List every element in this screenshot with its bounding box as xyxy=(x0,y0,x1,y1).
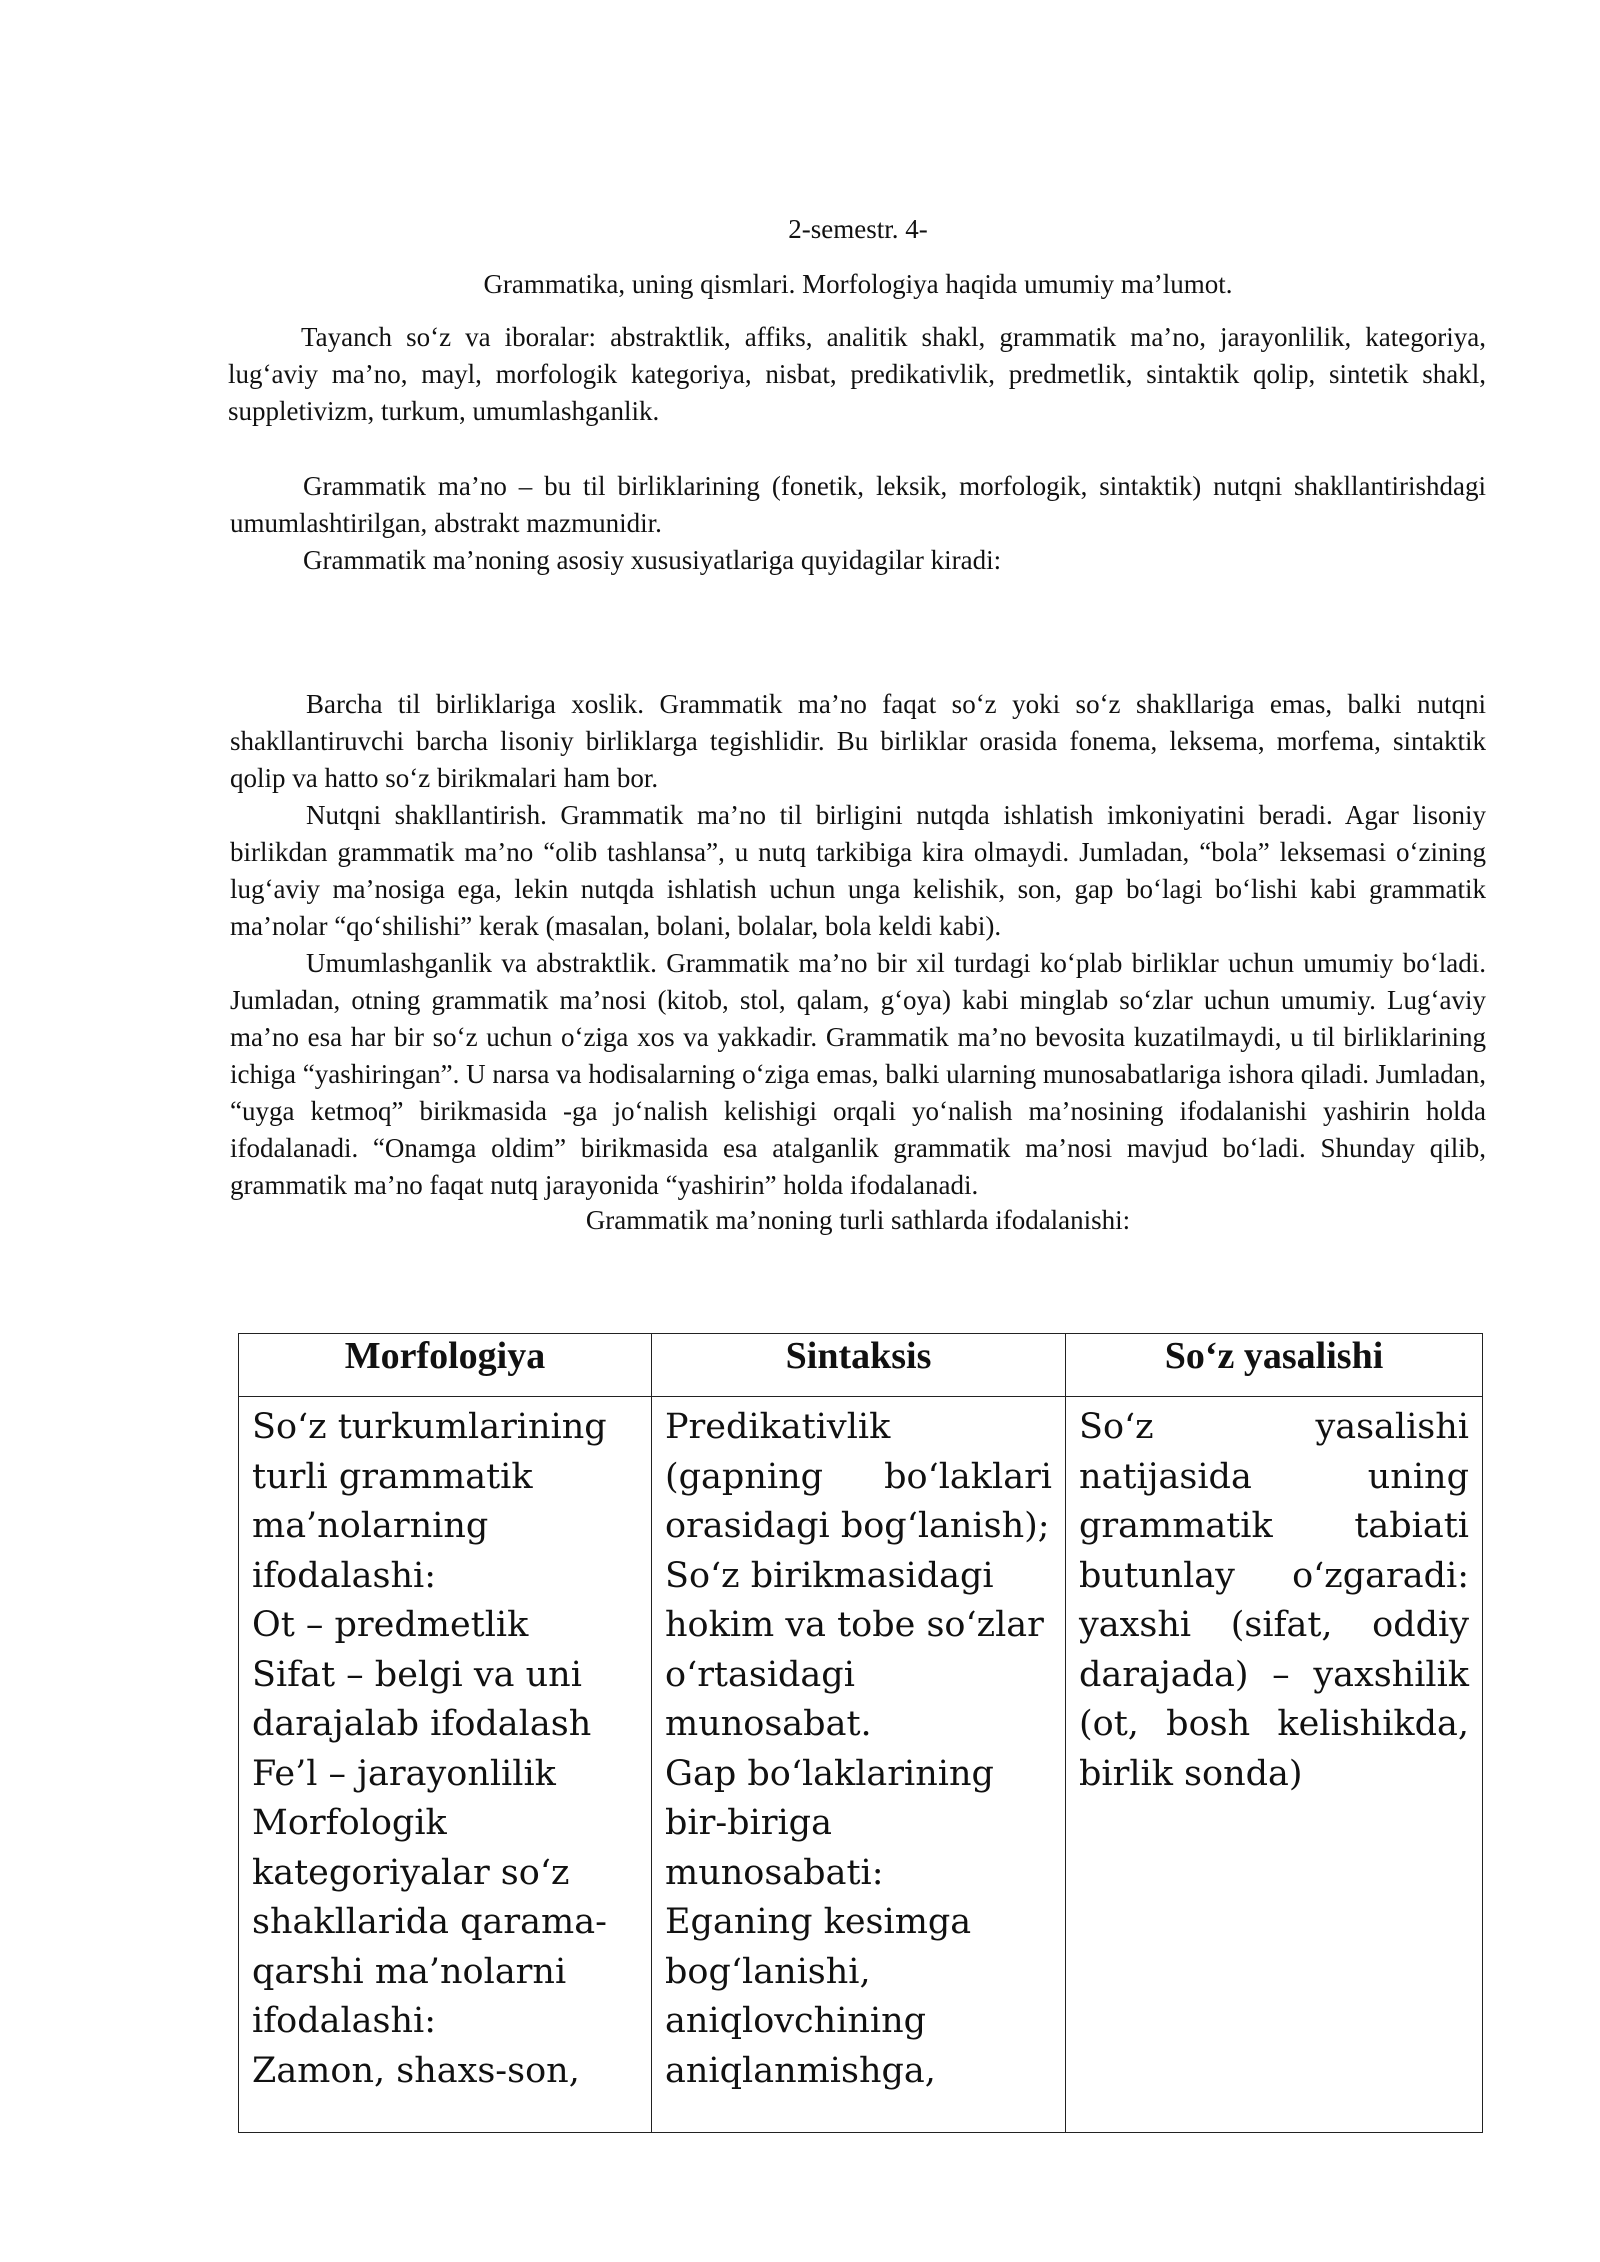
header-syntax: Sintaksis xyxy=(652,1334,1066,1397)
cell-line: kategoriyalar so‘z xyxy=(252,1852,570,1893)
cell-line: qarshi ma’nolarni xyxy=(252,1951,567,1992)
cell-line: Fe’l – jarayonlilik xyxy=(252,1753,556,1794)
cell-line: Sifat – belgi va uni xyxy=(252,1654,582,1695)
cell-line: darajalab ifodalash xyxy=(252,1704,592,1744)
definition-paragraph: Grammatik ma’no – bu til birliklarining (fonetik, leksik, morfologik, sintaktik) nutqni shakllantirishdagi umumlashtirilgan, abstrakt mazmunidir. xyxy=(230,471,1486,538)
semester-heading: 2-semestr. 4- xyxy=(788,214,928,244)
header-morphology: Morfologiya xyxy=(239,1334,652,1397)
levels-table xyxy=(238,1333,1483,2133)
cell-line: o‘rtasidagi xyxy=(665,1654,855,1695)
cell-line: bir-biriga xyxy=(665,1803,832,1843)
keywords-paragraph: Tayanch so‘z va iboralar: abstraktlik, affiks, analitik shakl, grammatik ma’no, jarayonlilik, kategoriya, lug‘aviy ma’no, mayl, morfologik kategoriya, nisbat, predikativlik, predmetlik, sintaktik qolip, sintetik shakl, suppletivizm, turkum, umumlashganlik. xyxy=(228,322,1486,426)
header-word-formation: So‘z yasalishi xyxy=(1066,1334,1483,1397)
cell-paragraph: So‘z yasalishi natijasida uning grammatik tabiati butunlay o‘zgaradi: yaxshi (sifat, oddiy darajada) – yaxshilik (ot, bosh kelishikda, birlik sonda) xyxy=(1079,1407,1469,1794)
cell-line: hokim va tobe so‘zlar xyxy=(665,1605,1044,1645)
property-speech-formation: Nutqni shakllantirish. Grammatik ma’no til birligini nutqda ishlatish imkoniyatini beradi. Agar lisoniy birlikdan grammatik ma’no “olib tashlansa”, u nutq tarkibiga kira olmaydi. Jumladan, “bola” leksemasi o‘zining lug‘aviy ma’nosiga ega, lekin nutqda ishlatish uchun unga kelishik, son, gap bo‘lagi bo‘lishi kabi grammatik ma’nolar “qo‘shilishi” kerak (masalan, bolani, bolalar, bola keldi kabi). xyxy=(230,800,1486,941)
cell-line: So‘z birikmasidagi xyxy=(665,1555,994,1596)
cell-line: shakllarida qarama- xyxy=(252,1902,607,1942)
cell-syntax xyxy=(652,1397,1066,2133)
cell-line: bog‘lanishi, xyxy=(665,1951,871,1992)
cell-word-formation xyxy=(1066,1397,1483,2133)
cell-line: munosabat. xyxy=(665,1704,872,1744)
page-title: Grammatika, uning qismlari. Morfologiya haqida umumiy ma’lumot. xyxy=(483,269,1233,299)
cell-line: ifodalashi: xyxy=(252,1555,437,1596)
property-universality: Barcha til birliklariga xoslik. Grammatik ma’no faqat so‘z yoki so‘z shakllariga emas, balki nutqni shakllantiruvchi barcha lisoniy birliklarga tegishlidir. Bu birliklar orasida fonema, leksema, morfema, sintaktik qolip va hatto so‘z birikmalari ham bor. xyxy=(230,689,1486,793)
property-abstraction: Umumlashganlik va abstraktlik. Grammatik ma’no bir xil turdagi ko‘plab birliklar uchun umumiy bo‘ladi. Jumladan, otning grammatik ma’nosi (kitob, stol, qalam, g‘oya) kabi minglab so‘zlar uchun umumiy. Lug‘aviy ma’no esa har bir so‘z uchun o‘ziga xos va yakkadir. Grammatik ma’no bevosita kuzatilmaydi, u til birliklarining ichiga “yashiringan”. U narsa va hodisalarning o‘ziga emas, balki ularning munosabatlariga ishora qiladi. Jumladan, “uyga ketmoq” birikmasida -ga jo‘nalish kelishigi orqali yo‘nalish ma’nosining ifodalanishi yashirin holda ifodalanadi. “Onamga oldim” birikmasida esa atalganlik grammatik ma’nosi mavjud bo‘ladi. Shunday qilib, grammatik ma’no faqat nutq jarayonida “yashirin” holda ifodalanadi. xyxy=(230,948,1486,1200)
cell-line: aniqlanmishga, xyxy=(665,2050,936,2091)
cell-line: Ot – predmetlik xyxy=(252,1605,529,1645)
cell-line: ifodalashi: xyxy=(252,2001,437,2041)
cell-line: Zamon, shaxs-son, xyxy=(252,2050,580,2091)
cell-line: ma’nolarning xyxy=(252,1506,489,1546)
table-row xyxy=(239,1397,1483,2133)
cell-line: Gap bo‘laklarining xyxy=(665,1753,994,1794)
cell-line: aniqlovchining xyxy=(665,2001,927,2041)
cell-line: munosabati: xyxy=(665,1852,884,1893)
cell-line: turli grammatik xyxy=(252,1456,533,1497)
table-caption: Grammatik ma’noning turli sathlarda ifodalanishi: xyxy=(585,1205,1131,1235)
table-header-row xyxy=(239,1334,1483,1397)
cell-line: Morfologik xyxy=(252,1803,447,1843)
definition-lead: Grammatik ma’noning asosiy xususiyatlariga quyidagilar kiradi: xyxy=(303,545,1002,575)
cell-line: So‘z turkumlarining xyxy=(252,1407,607,1447)
document-page xyxy=(230,210,1486,1236)
cell-line: Eganing kesimga xyxy=(665,1902,972,1942)
cell-paragraph: Predikativlik (gapning bo‘laklari orasidagi bog‘lanish); xyxy=(665,1407,1052,1546)
cell-morphology xyxy=(239,1397,652,2133)
